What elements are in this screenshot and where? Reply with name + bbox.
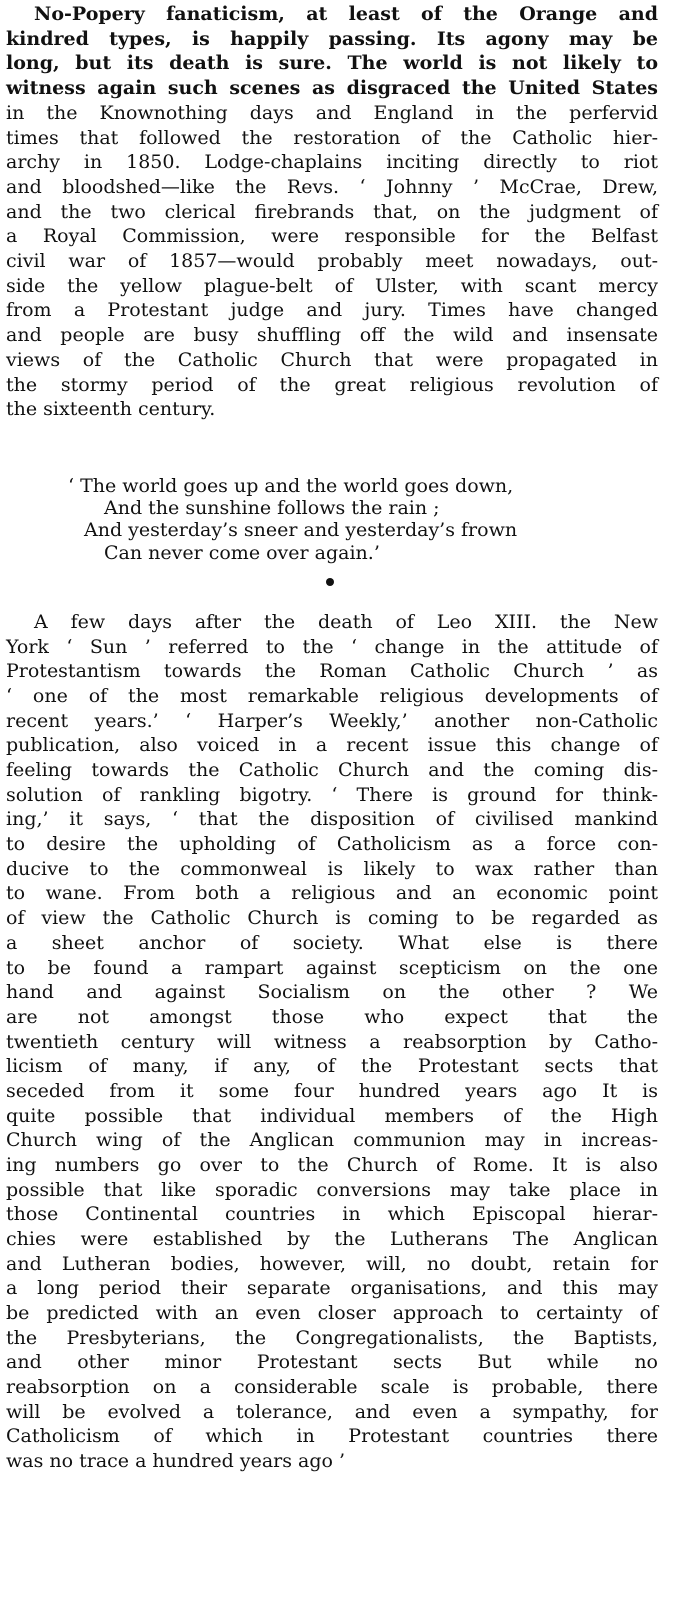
text-line: side the yellow plague-belt of Ulster, with scant mercy [6,274,658,297]
text-line: York ‘ Sun ’ referred to the ‘ change in the attitude of [6,635,658,658]
text-line: twentieth century will witness a reabsorption by Catho- [6,1030,658,1053]
text-line: licism of many, if any, of the Protestant sects that [6,1055,658,1078]
text-line: ‘ one of the most remarkable religious developments of [6,685,658,708]
text-line: archy in 1850. Lodge-chaplains inciting directly to riot [6,151,658,174]
text-line: chies were established by the Lutherans The Anglican [6,1228,658,1250]
text-line: recent years.’ ‘ Harper’s Weekly,’ another non-Catholic [6,709,658,732]
text-line: and the two clerical firebrands that, on the judgment of [6,200,658,223]
text-line: and Lutheran bodies, however, will, no doubt, retain for [6,1252,658,1275]
text-line: from a Protestant judge and jury. Times have changed [6,299,658,322]
text-line: No-Popery fanaticism, at least of the Orange and [34,3,658,25]
section-separator-dot [326,578,334,586]
verse-line: ‘ The world goes up and the world goes down, [68,475,514,497]
text-line: hand and against Socialism on the other ? We [6,981,658,1004]
text-line: of view the Catholic Church is coming to be regarded as [6,907,658,930]
text-line: and other minor Protestant sects But while no [6,1351,658,1374]
text-line: a sheet anchor of society. What else is there [6,931,658,954]
text-line: and people are busy shuffling off the wild and insensate [6,324,658,347]
text-line: was no trace a hundred years ago ’ [6,1450,346,1473]
text-line: A few days after the death of Leo XIII. the New [34,611,658,633]
text-line: the stormy period of the great religious revolution of [6,373,658,396]
verse-line: And the sunshine follows the rain ; [104,497,440,519]
text-line: will be evolved a tolerance, and even a sympathy, for [6,1400,658,1423]
text-line: in the Knownothing days and England in the perfervid [6,101,658,124]
text-line: publication, also voiced in a recent issue this change of [6,734,658,757]
text-line: the sixteenth century. [6,398,216,421]
text-line: solution of rankling bigotry. ‘ There is ground for think- [6,783,658,806]
text-line: ducive to the commonweal is likely to wax rather than [6,857,658,880]
text-line: those Continental countries in which Episcopal hierar- [6,1203,658,1226]
text-line: seceded from it some four hundred years ago It is [6,1079,658,1102]
text-line: Church wing of the Anglican communion may in increas- [6,1129,658,1152]
text-line: times that followed the restoration of the Catholic hier- [6,126,658,149]
text-line: be predicted with an even closer approach to certainty of [6,1302,658,1325]
text-line: a long period their separate organisations, and this may [6,1277,658,1300]
text-line: civil war of 1857—would probably meet nowadays, out- [6,250,658,272]
verse-line: Can never come over again.’ [104,542,380,564]
text-line: ing numbers go over to the Church of Rome. It is also [6,1153,658,1176]
text-line: to be found a rampart against scepticism on the one [6,956,658,979]
text-line: Protestantism towards the Roman Catholic Church ’ as [6,660,658,683]
text-line: feeling towards the Catholic Church and the coming dis- [6,759,658,782]
text-line: the Presbyterians, the Congregationalists, the Baptists, [6,1326,658,1349]
text-line: possible that like sporadic conversions may take place in [6,1178,658,1201]
text-line: Catholicism of which in Protestant countries there [6,1425,658,1448]
text-line: kindred types, is happily passing. Its agony may be [6,27,658,50]
text-line: to wane. From both a religious and an economic point [6,882,658,905]
text-line: ing,’ it says, ‘ that the disposition of civilised mankind [6,808,658,831]
text-line: witness again such scenes as disgraced the United States [6,77,658,100]
text-line: long, but its death is sure. The world is not likely to [6,52,658,75]
text-line: and bloodshed—like the Revs. ‘ Johnny ’ McCrae, Drew, [6,175,658,198]
text-line: reabsorption on a considerable scale is probable, there [6,1376,658,1399]
text-line: quite possible that individual members of the High [6,1104,658,1127]
text-line: views of the Catholic Church that were propagated in [6,348,658,371]
text-line: to desire the upholding of Catholicism as a force con- [6,833,658,856]
text-line: are not amongst those who expect that the [6,1005,658,1028]
text-line: a Royal Commission, were responsible for the Belfast [6,225,658,248]
verse-line: And yesterday’s sneer and yesterday’s frown [84,519,518,541]
